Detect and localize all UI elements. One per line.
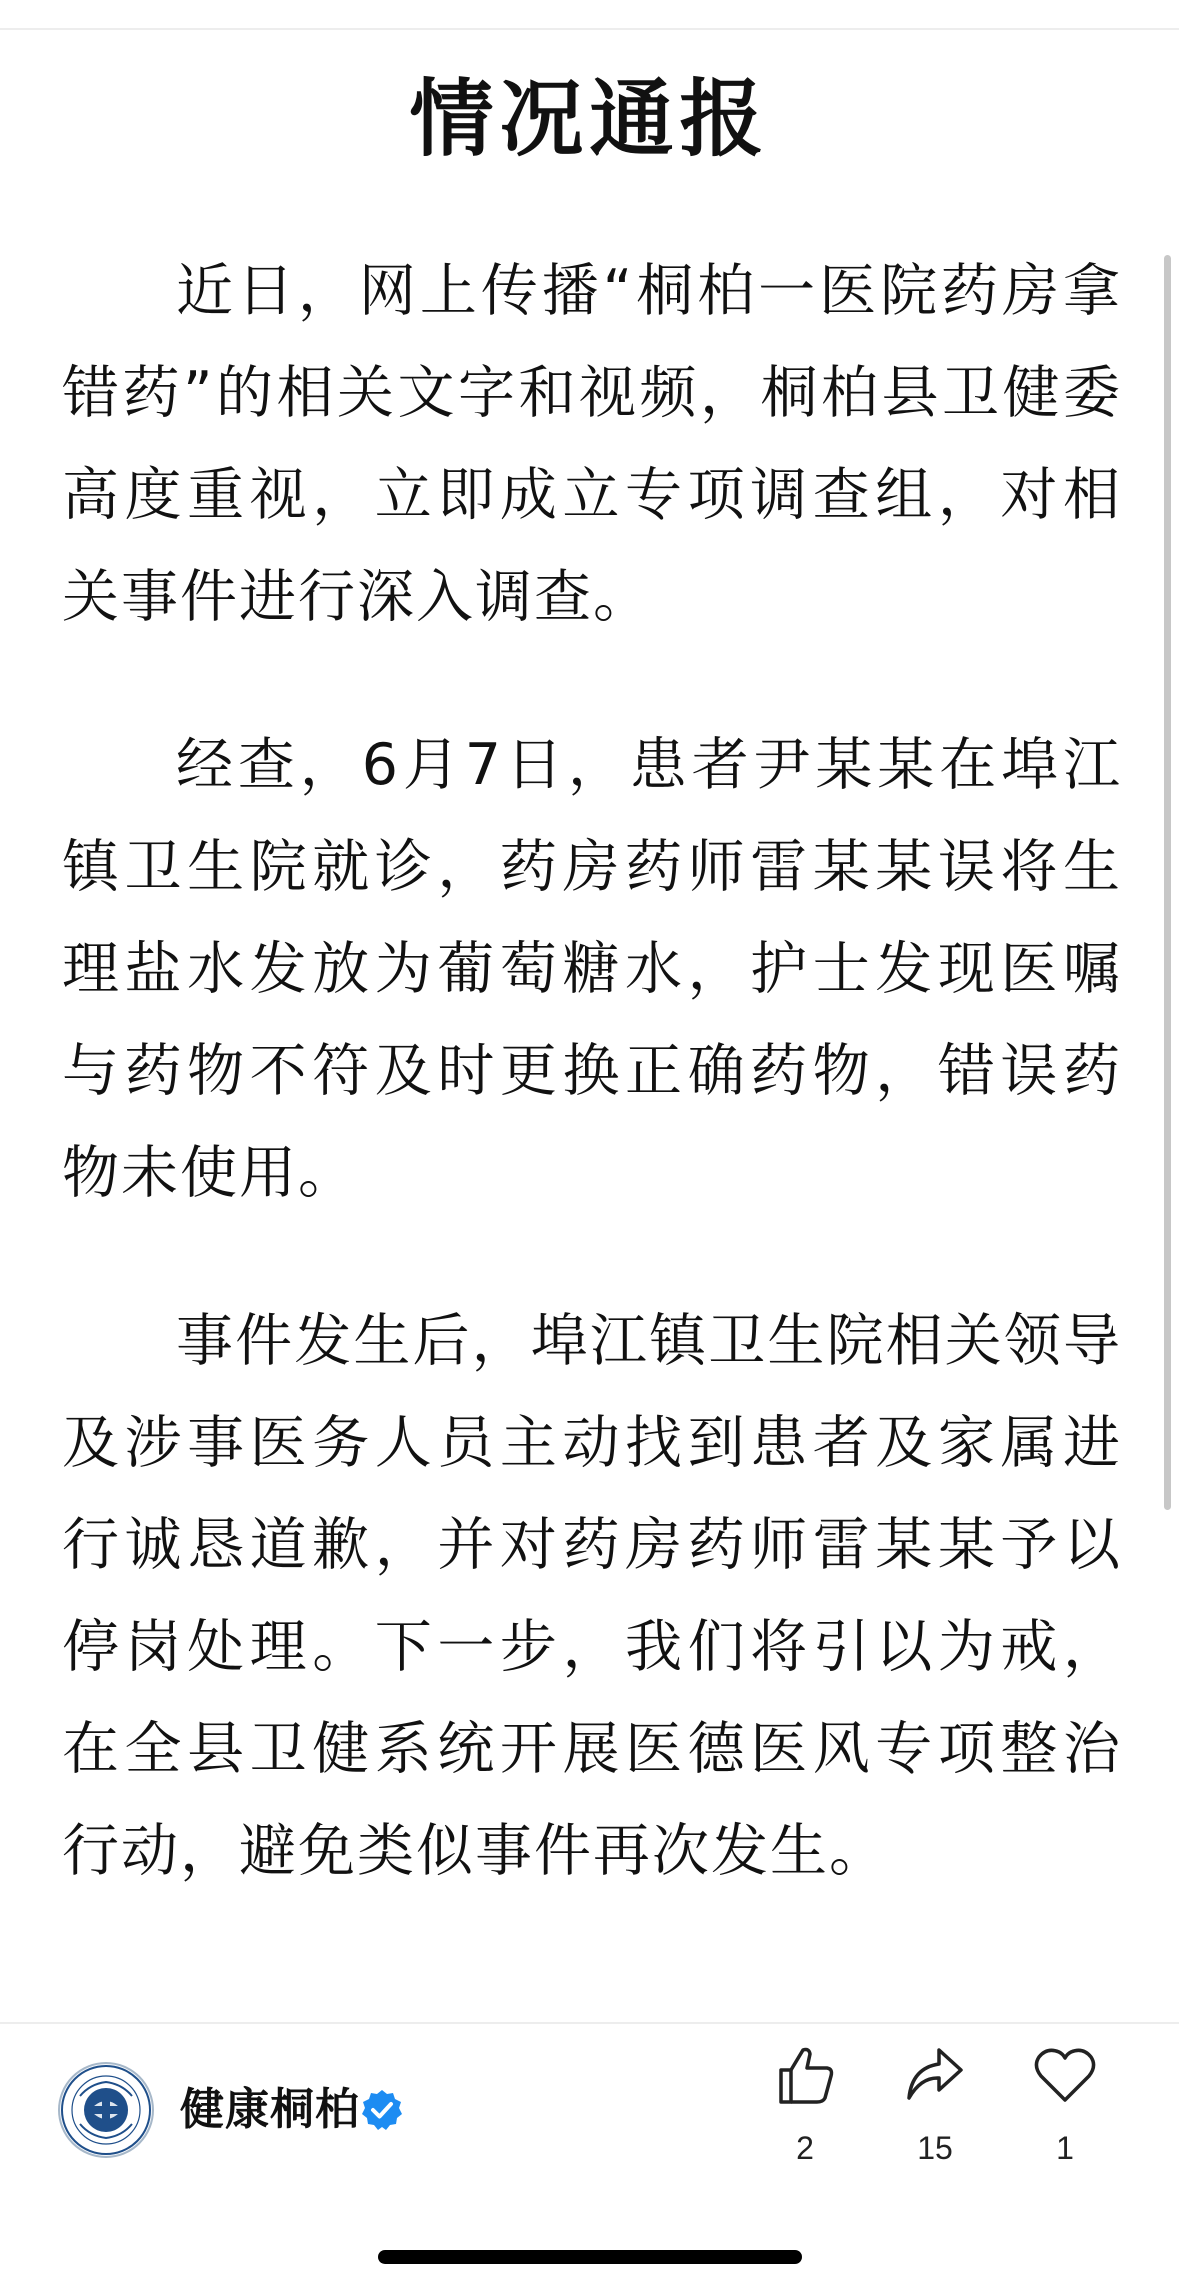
share-count: 15 (917, 2130, 953, 2166)
account-avatar[interactable] (58, 2062, 154, 2158)
article-paragraph-1: 近日，网上传播“桐柏一医院药房拿错药”的相关文字和视频，桐柏县卫健委高度重视，立即成立专项调查组，对相关事件进行深入调查。 (62, 258, 1122, 630)
verified-badge-icon (360, 2088, 404, 2132)
health-bureau-logo-icon (60, 2064, 152, 2156)
like-button[interactable] (750, 2044, 860, 2194)
share-button[interactable] (880, 2044, 990, 2194)
heart-icon (1033, 2044, 1097, 2106)
article-body (62, 240, 1122, 1968)
home-indicator[interactable] (378, 2250, 802, 2264)
vertical-scrollbar[interactable] (1164, 255, 1171, 1510)
account-name[interactable]: 健康桐柏 (180, 2084, 360, 2135)
favorite-count: 1 (1056, 2130, 1074, 2166)
post-footer (0, 2024, 1179, 2224)
article-title: 情况通报 (409, 70, 770, 168)
like-count: 2 (796, 2130, 814, 2166)
thumbs-up-icon (773, 2044, 837, 2106)
article-paragraph-2: 经查，6月7日，患者尹某某在埠江镇卫生院就诊，药房药师雷某某误将生理盐水发放为葡萄糖水，护士发现医嘱与药物不符及时更换正确药物，错误药物未使用。 (62, 732, 1122, 1206)
article-paragraph-3: 事件发生后，埠江镇卫生院相关领导及涉事医务人员主动找到患者及家属进行诚恳道歉，并对药房药师雷某某予以停岗处理。下一步，我们将引以为戒，在全县卫健系统开展医德医风专项整治行动，避免类似事件再次发生。 (62, 1308, 1122, 1884)
article-content[interactable] (0, 30, 1179, 2020)
share-arrow-icon (903, 2044, 967, 2106)
favorite-button[interactable] (1010, 2044, 1120, 2194)
